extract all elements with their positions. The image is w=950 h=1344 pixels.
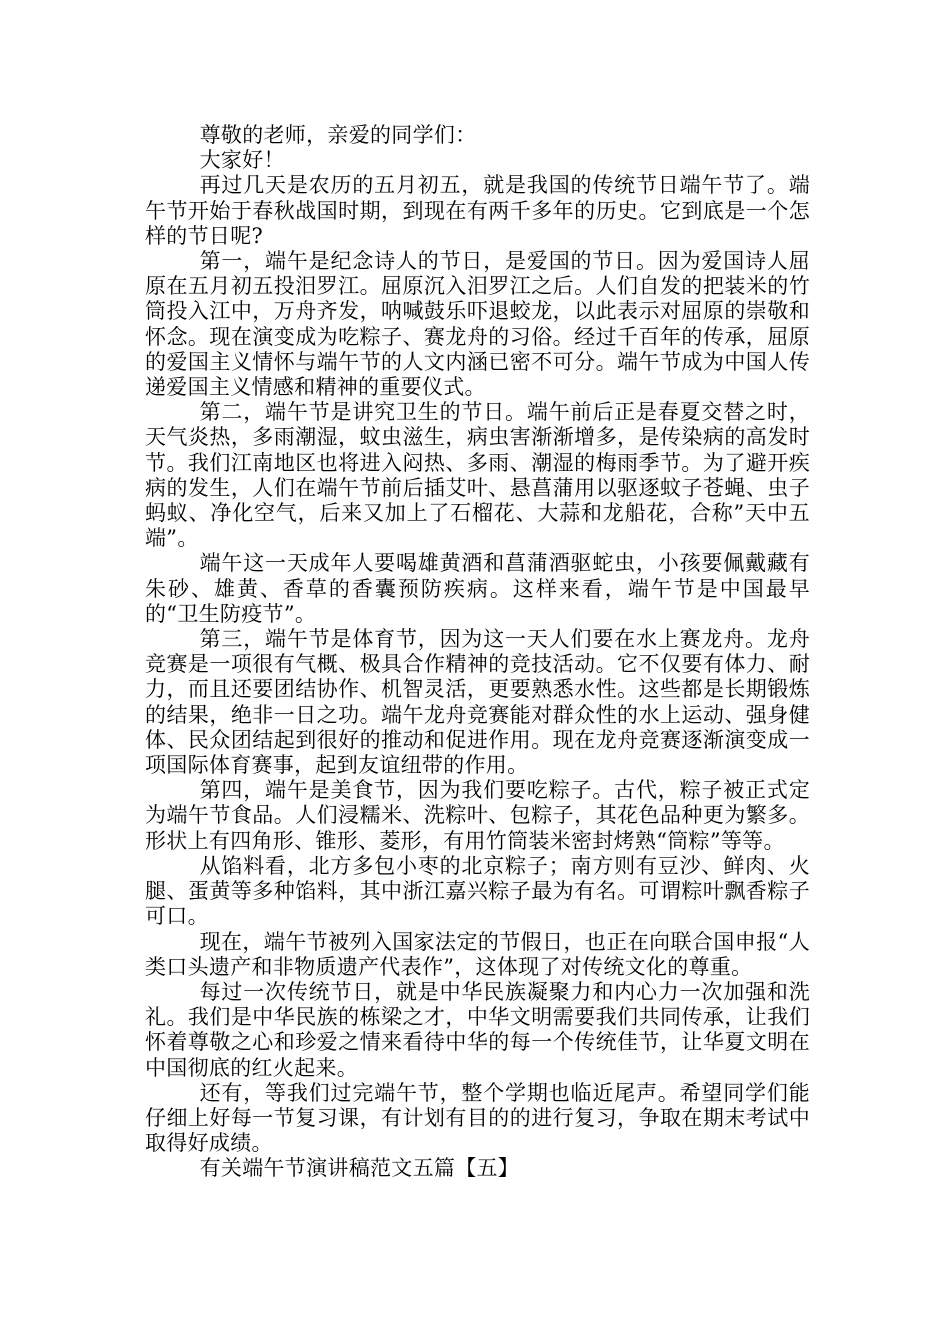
salutation: 尊敬的老师，亲爱的同学们： bbox=[199, 123, 477, 147]
paragraph-first-point: 第一，端午是纪念诗人的节日，是爱国的节日。因为爱国诗人屈原在五月初五投汨罗江。屈原沉入汨罗江之后。人们自发的把装米的竹筒投入江中，万舟齐发，呐喊鼓乐吓退蛟龙，以此表示对屈原的崇敬和怀念。现在演变成为吃粽子、赛龙舟的习俗。经过千百年的传承，屈原的爱国主义情怀与端午节的人文内涵已密不可分。端午节成为中国人传递爱国主义情感和精神的重要仪式。 bbox=[145, 249, 810, 400]
section-heading: 有关端午节演讲稿范文五篇【五】 bbox=[199, 1156, 520, 1181]
paragraph-third-point: 第三，端午节是体育节，因为这一天人们要在水上赛龙舟。龙舟竞赛是一项很有气概、极具合作精神的竞技活动。它不仅要有体力、耐力，而且还要团结协作、机智灵活，更要熟悉水性。这些都是长期锻炼的结果，绝非一日之功。端午龙舟竞赛能对群众性的水上运动、强身健体、民众团结起到很好的推动和促进作用。现在龙舟竞赛逐渐演变成一项国际体育赛事，起到友谊纽带的作用。 bbox=[145, 627, 810, 778]
paragraph-tradition: 每过一次传统节日，就是中华民族凝聚力和内心力一次加强和洗礼。我们是中华民族的栋梁之才，中华文明需要我们共同传承，让我们怀着尊敬之心和珍爱之情来看待中华的每一个传统佳节，让华夏文明在中国彻底的红火起来。 bbox=[145, 979, 810, 1080]
paragraph-fillings: 从馅料看，北方多包小枣的北京粽子；南方则有豆沙、鲜肉、火腿、蛋黄等多种馅料，其中浙江嘉兴粽子最为有名。可谓粽叶飘香粽子可口。 bbox=[145, 853, 810, 929]
paragraph-fourth-point: 第四，端午是美食节，因为我们要吃粽子。古代，粽子被正式定为端午节食品。人们浸糯米、洗粽叶、包粽子，其花色品种更为繁多。形状上有四角形、锥形、菱形，有用竹筒装米密封烤熟“筒粽”等等。 bbox=[145, 778, 810, 853]
paragraph-hygiene: 端午这一天成年人要喝雄黄酒和菖蒲酒驱蛇虫，小孩要佩戴藏有朱砂、雄黄、香草的香囊预防疾病。这样来看，端午节是中国最早的“卫生防疫节”。 bbox=[145, 551, 810, 626]
paragraph-closing: 还有，等我们过完端午节，整个学期也临近尾声。希望同学们能仔细上好每一节复习课，有计划有目的的进行复习，争取在期末考试中取得好成绩。 bbox=[145, 1080, 810, 1156]
speech-text-body bbox=[145, 123, 810, 1182]
paragraph-second-point: 第二，端午节是讲究卫生的节日。端午前后正是春夏交替之时，天气炎热，多雨潮湿，蚊虫滋生，病虫害渐渐增多，是传染病的高发时节。我们江南地区也将进入闷热、多雨、潮湿的梅雨季节。为了避开疾病的发生，人们在端午节前后插艾叶、悬菖蒲用以驱逐蚊子苍蝇、虫子蚂蚁、净化空气，后来又加上了石榴花、大蒜和龙船花，合称”天中五端”。 bbox=[145, 400, 810, 551]
greeting: 大家好！ bbox=[199, 148, 285, 173]
paragraph-intro: 再过几天是农历的五月初五，就是我国的传统节日端午节了。端午节开始于春秋战国时期，到现在有两千多年的历史。它到底是一个怎样的节日呢? bbox=[145, 173, 810, 248]
paragraph-holiday-status: 现在，端午节被列入国家法定的节假日，也正在向联合国申报“人类口头遗产和非物质遗产代表作”，这体现了对传统文化的尊重。 bbox=[145, 929, 810, 979]
